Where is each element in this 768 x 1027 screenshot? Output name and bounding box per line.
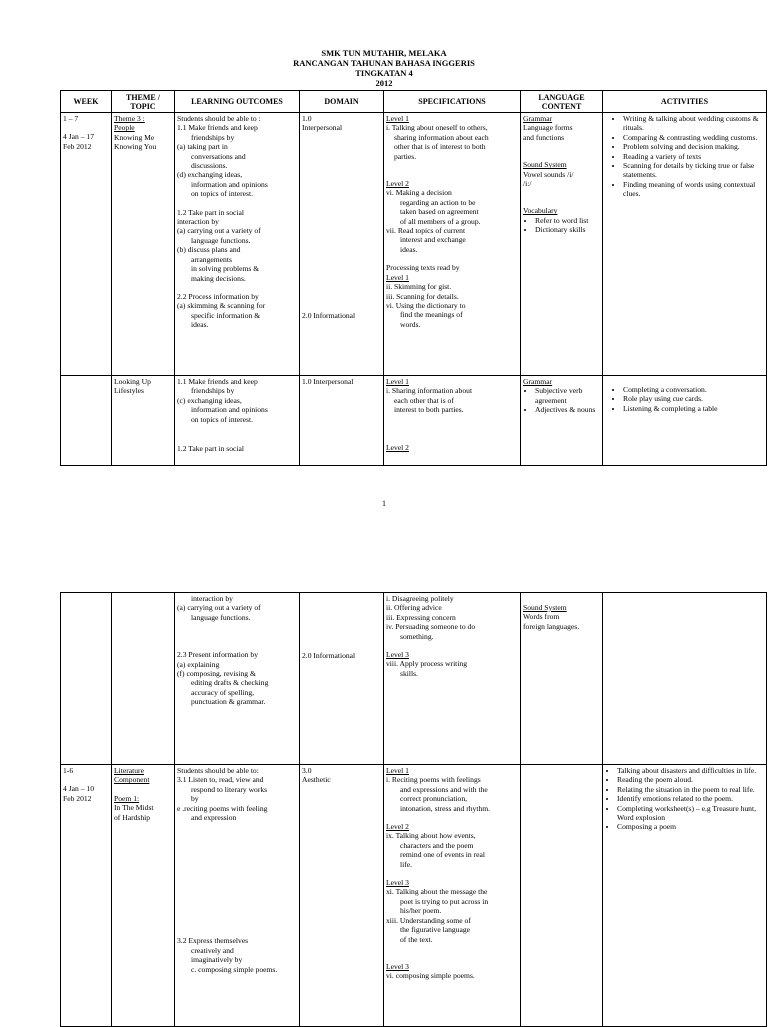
list-item: • Refer to word list	[535, 216, 600, 225]
form-title: TINGKATAN 4	[355, 68, 413, 78]
list-item: • Listening & completing a table	[623, 404, 764, 413]
domain-cell: 1.0 Interpersonal	[300, 376, 384, 466]
list-item: • Completing worksheet(s) – e.g Treasure hunt, Word explosion	[617, 804, 764, 823]
table-row	[61, 765, 767, 1027]
week-cell	[61, 593, 112, 765]
list-item: • Finding meaning of words using contextual clues.	[623, 180, 764, 199]
list-item: • Identify emotions related to the poem.	[617, 794, 764, 803]
list-item: • Dictionary skills	[535, 225, 600, 234]
week-cell: 1 – 7 4 Jan – 17 Feb 2012	[61, 113, 112, 376]
week-cell: 1-6 4 Jan – 10 Feb 2012	[61, 765, 112, 1027]
list-item: • Subjective verb agreement	[535, 386, 600, 405]
col-theme-topic: THEME / TOPIC	[112, 91, 175, 113]
theme-cell: Theme 3 : People Knowing Me Knowing You	[112, 113, 175, 376]
col-week: WEEK	[61, 91, 112, 113]
specifications-cell: Level 1 i. Sharing information about each other that is of interest to both parties. Level 2	[384, 376, 521, 466]
language-content-cell: Sound System Words from foreign languages.	[521, 593, 603, 765]
outcomes-cell: 1.1 Make friends and keep friendships by (c) exchanging ideas, information and opinions on topics of interest. 1.2 Take part in social	[175, 376, 300, 466]
plan-title: RANCANGAN TAHUNAN BAHASA INGGERIS	[293, 58, 475, 68]
table-header-row	[61, 91, 767, 113]
col-language-content: LANGUAGE CONTENT	[521, 91, 603, 113]
list-item: • Talking about disasters and difficulties in life.	[617, 766, 764, 775]
list-item: • Scanning for details by ticking true or false statements.	[623, 161, 764, 180]
scheme-table-page2	[60, 592, 767, 1027]
outcomes-cell: Students should be able to: 3.1 Listen to, read, view and respond to literary works by e .reciting poems with feeling and expression 3.2 Express themselves creatively and imaginatively by c. composing simple poems.	[175, 765, 300, 1027]
list-item: • Composing a poem	[617, 822, 764, 831]
domain-cell: 1.0 Interpersonal 2.0 Informational	[300, 113, 384, 376]
col-activities: ACTIVITIES	[603, 91, 767, 113]
list-item: • Reading the poem aloud.	[617, 775, 764, 784]
list-item: • Role play using cue cards.	[623, 394, 764, 403]
activities-cell	[603, 765, 767, 1027]
col-domain: DOMAIN	[300, 91, 384, 113]
school-name: SMK TUN MUTAHIR, MELAKA	[321, 48, 447, 58]
specifications-cell: Level 1 i. Reciting poems with feelings and expressions and with the correct pronunciation, intonation, stress and rhythm. Level 2 ix. Talking about how events, characters and the poem remind one of events in real life. Level 3 xi. Talking about the message the poet is trying to put across in his/her poem. xiii. Understanding some of the figurative language of the text. Level 3 vi. composing simple poems.	[384, 765, 521, 1027]
domain-cell: 2.0 Informational	[300, 593, 384, 765]
language-content-cell	[521, 765, 603, 1027]
list-item: • Relating the situation in the poem to real life.	[617, 785, 764, 794]
domain-cell: 3.0 Aesthetic	[300, 765, 384, 1027]
theme-cell: Literature Component Poem 1: In The Midst of Hardship	[112, 765, 175, 1027]
list-item: • Adjectives & nouns	[535, 405, 600, 414]
language-content-cell: Grammar Language forms and functions Sound System Vowel sounds /i/ /i:/ Vocabulary • Refer to word list • Dictionary skills	[521, 113, 603, 376]
activities-cell	[603, 376, 767, 466]
list-item: • Writing & talking about wedding customs & rituals.	[623, 114, 764, 133]
list-item: • Problem solving and decision making.	[623, 142, 764, 151]
specifications-cell: Level 1 i. Talking about oneself to others, sharing information about each other that is of interest to both parties. Level 2 vi. Making a decision regarding an action to be taken based on agreement of all members of a group. vii. Read topics of current interest and exchange ideas. Processing texts read by Level 1 ii. Skimming for gist. iii. Scanning for details. vi. Using the dictionary to find the meanings of words.	[384, 113, 521, 376]
scheme-table-page1	[60, 90, 767, 466]
year-title: 2012	[375, 78, 393, 88]
table-row	[61, 376, 767, 466]
language-content-cell: Grammar • Subjective verb agreement • Adjectives & nouns	[521, 376, 603, 466]
activities-cell	[603, 593, 767, 765]
theme-cell: Looking Up Lifestyles	[112, 376, 175, 466]
outcomes-cell: interaction by (a) carrying out a variety of language functions. 2.3 Present information by (a) explaining (f) composing, revising & editing drafts & checking accuracy of spelling, punctuation & grammar.	[175, 593, 300, 765]
list-item: • Reading a variety of texts	[623, 152, 764, 161]
list-item: • Comparing & contrasting wedding customs.	[623, 133, 764, 142]
table-row	[61, 113, 767, 376]
outcomes-cell: Students should be able to : 1.1 Make friends and keep friendships by (a) taking part in conversations and discussions. (d) exchanging ideas, information and opinions on topics of interest. 1.2 Take part in social interaction by (a) carrying out a variety of language functions. (b) discuss plans and arrangements in solving problems & making decisions. 2.2 Process information by (a) skimming & scanning for specific information & ideas.	[175, 113, 300, 376]
col-learning-outcomes: LEARNING OUTCOMES	[175, 91, 300, 113]
theme-cell	[112, 593, 175, 765]
table-row	[61, 593, 767, 765]
activities-cell	[603, 113, 767, 376]
page-number: 1	[382, 499, 386, 508]
specifications-cell: i. Disagreeing politely ii. Offering advice iii. Expressing concern iv. Persuading someone to do something. Level 3 viii. Apply process writing skills.	[384, 593, 521, 765]
week-cell	[61, 376, 112, 466]
col-specifications: SPECIFICATIONS	[384, 91, 521, 113]
list-item: • Completing a conversation.	[623, 385, 764, 394]
